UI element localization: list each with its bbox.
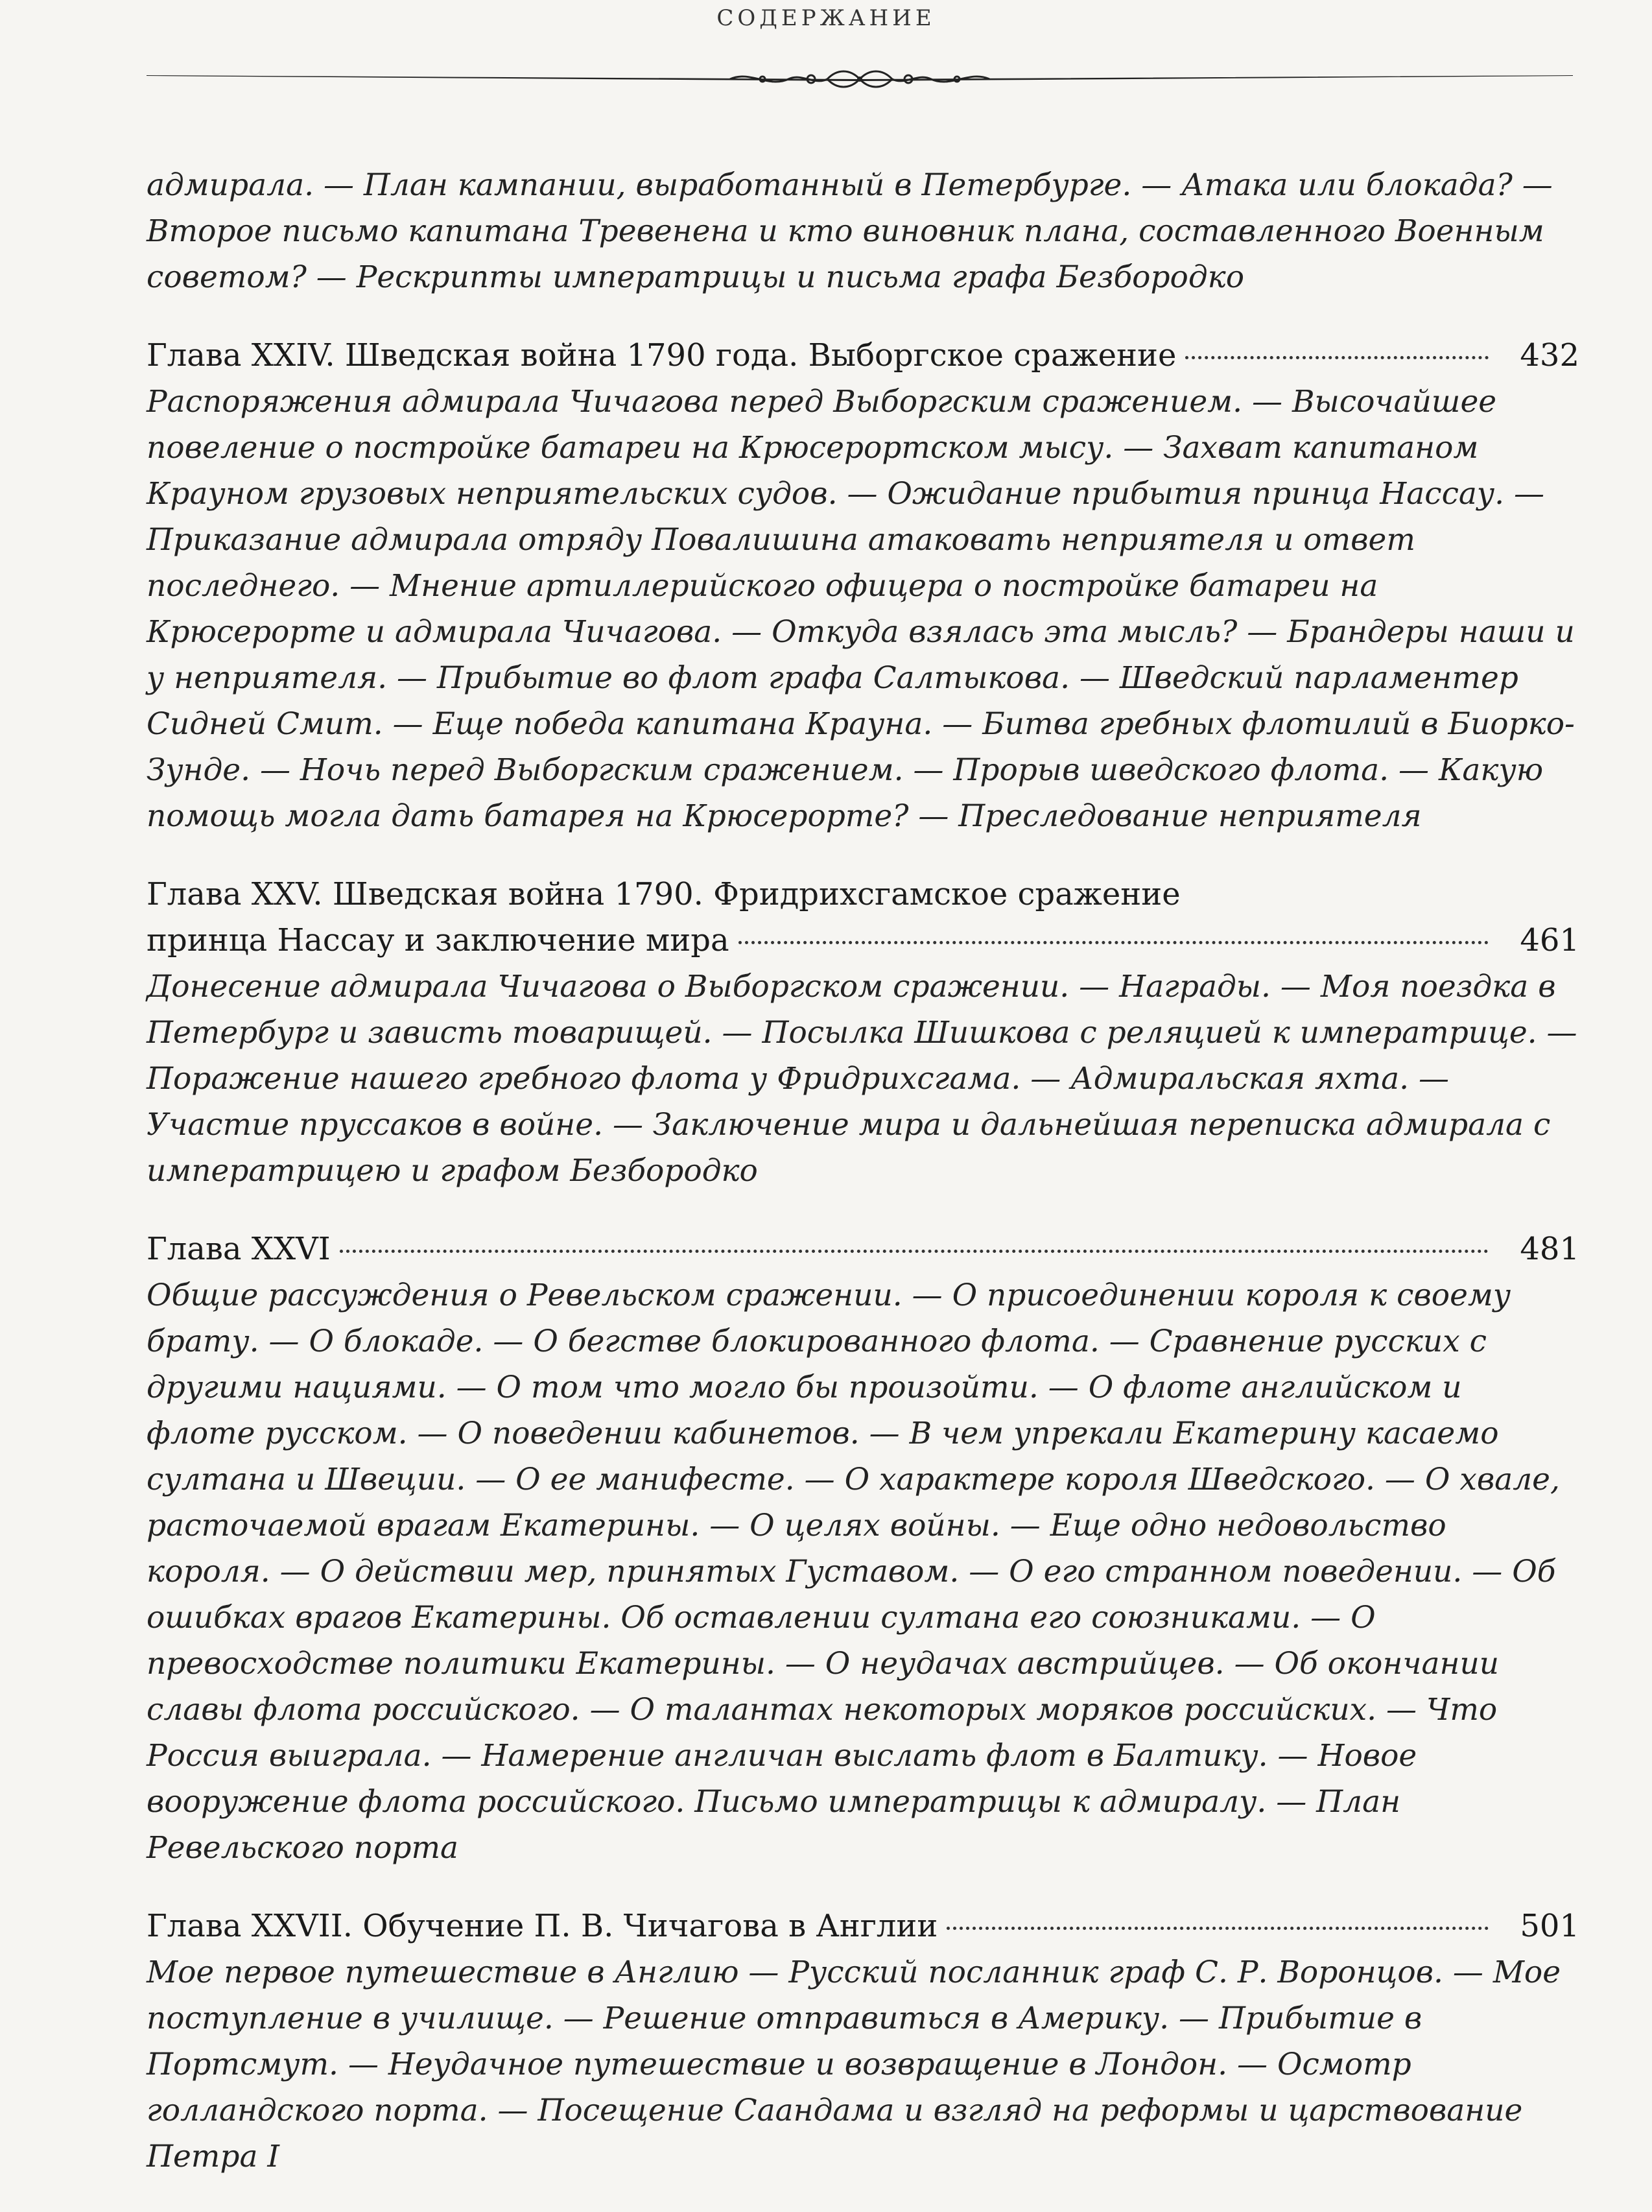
entry-summary: Мое первое путешествие в Англию — Русский посланник граф С. Р. Воронцов. — Мое поступление в училище. — Решение отправиться в Америку. — Прибытие в Портсмут. — Неудачное путешествие и возвращение в Лондон. — Осмотр голландского порта. — Посещение Саандама и взгляд на реформы и царствование Петра I <box>147 1955 1561 2174</box>
leader-dots <box>738 941 1489 944</box>
page-number: 461 <box>1520 922 1579 958</box>
leader-dots <box>947 1927 1489 1930</box>
entry-summary: Общие рассуждения о Ревельском сражении. — О присоединении короля к своему брату. — О блокаде. — О бегстве блокированного флота. — Сравнение русских с другими нациями. — О том что могло бы произойти. — О флоте английском и флоте русском. — О поведении кабинетов. — В чем упрекали Екатерину касаемо султана и Швеции. — О ее манифесте. — О характере короля Шведского. — О хвале, расточаемой врагам Екатерины. — О целях войны. — Еще одно недовольство короля. — О действии мер, принятых Густавом. — О его странном поведении. — Об ошибках врагов Екатерины. Об оставлении султана его союзниками. — О превосходстве политики Екатерины. — О неудачах австрийцев. — Об окончании славы флота российского. — О талантах некоторых моряков российских. — Что Россия выиграла. — Намерение англичан выслать флот в Балтику. — Новое вооружение флота российского. Письмо императрицы к адмиралу. — План Ревельского порта <box>147 1278 1560 1866</box>
toc-entry <box>147 162 1579 300</box>
page-number: 432 <box>1520 337 1579 374</box>
chapter-title-line1: Глава XXV. Шведская война 1790. Фридрихсгамское сражение <box>147 876 1181 912</box>
entry-summary: Распоряжения адмирала Чичагова перед Выборгским сражением. — Высочайшее повеление о постройке батареи на Крюсерортском мысу. — Захват капитаном Крауном грузовых неприятельских судов. — Ожидание прибытия принца Нассау. — Приказание адмирала отряду Повалишина атаковать неприятеля и ответ последнего. — Мнение артиллерийского офицера о постройке батареи на Крюсерорте и адмирала Чичагова. — Откуда взялась эта мысль? — Брандеры наши и у неприятеля. — Прибытие во флот графа Салтыкова. — Шведский парламентер Сидней Смит. — Еще победа капитана Крауна. — Битва гребных флотилий в Биорко-Зунде. — Ночь перед Выборгским сражением. — Прорыв шведского флота. — Какую помощь могла дать батарея на Крюсерорте? — Преследование неприятеля <box>147 384 1575 834</box>
chapter-heading <box>147 918 1579 964</box>
toc-entry <box>147 872 1579 1194</box>
chapter-title: Глава XXVII. Обучение П. В. Чичагова в Англии <box>147 1908 938 1944</box>
entry-summary: адмирала. — План кампании, выработанный в Петербурге. — Атака или блокада? — Второе письмо капитана Тревенена и кто виновник плана, составленного Военным советом? — Рескрипты императрицы и письма графа Безбородко <box>147 167 1553 295</box>
leader-dots <box>1185 356 1489 359</box>
toc-entry <box>147 1903 1579 2180</box>
chapter-title: Глава XXIV. Шведская война 1790 года. Выборгское сражение <box>147 337 1177 374</box>
ornamental-rule <box>147 65 1573 104</box>
toc-entry <box>147 1226 1579 1871</box>
toc-list <box>147 162 1579 2212</box>
leader-dots <box>340 1250 1489 1253</box>
chapter-heading <box>147 1903 1579 1949</box>
chapter-title: принца Нассау и заключение мира <box>147 922 729 958</box>
entry-summary: Донесение адмирала Чичагова о Выборгском сражении. — Награды. — Моя поездка в Петербург и зависть товарищей. — Посылка Шишкова с реляцией к императрице. — Поражение нашего гребного флота у Фридрихсгама. — Адмиральская яхта. — Участие пруссаков в войне. — Заключение мира и дальнейшая переписка адмирала с императрицею и графом Безбородко <box>147 969 1577 1189</box>
chapter-title: Глава XXVI <box>147 1231 331 1267</box>
page-number: 501 <box>1520 1908 1579 1944</box>
chapter-heading <box>147 333 1579 379</box>
toc-entry <box>147 333 1579 839</box>
chapter-heading <box>147 1226 1579 1272</box>
running-header: СОДЕРЖАНИЕ <box>716 5 936 31</box>
page-number: 481 <box>1520 1231 1579 1267</box>
